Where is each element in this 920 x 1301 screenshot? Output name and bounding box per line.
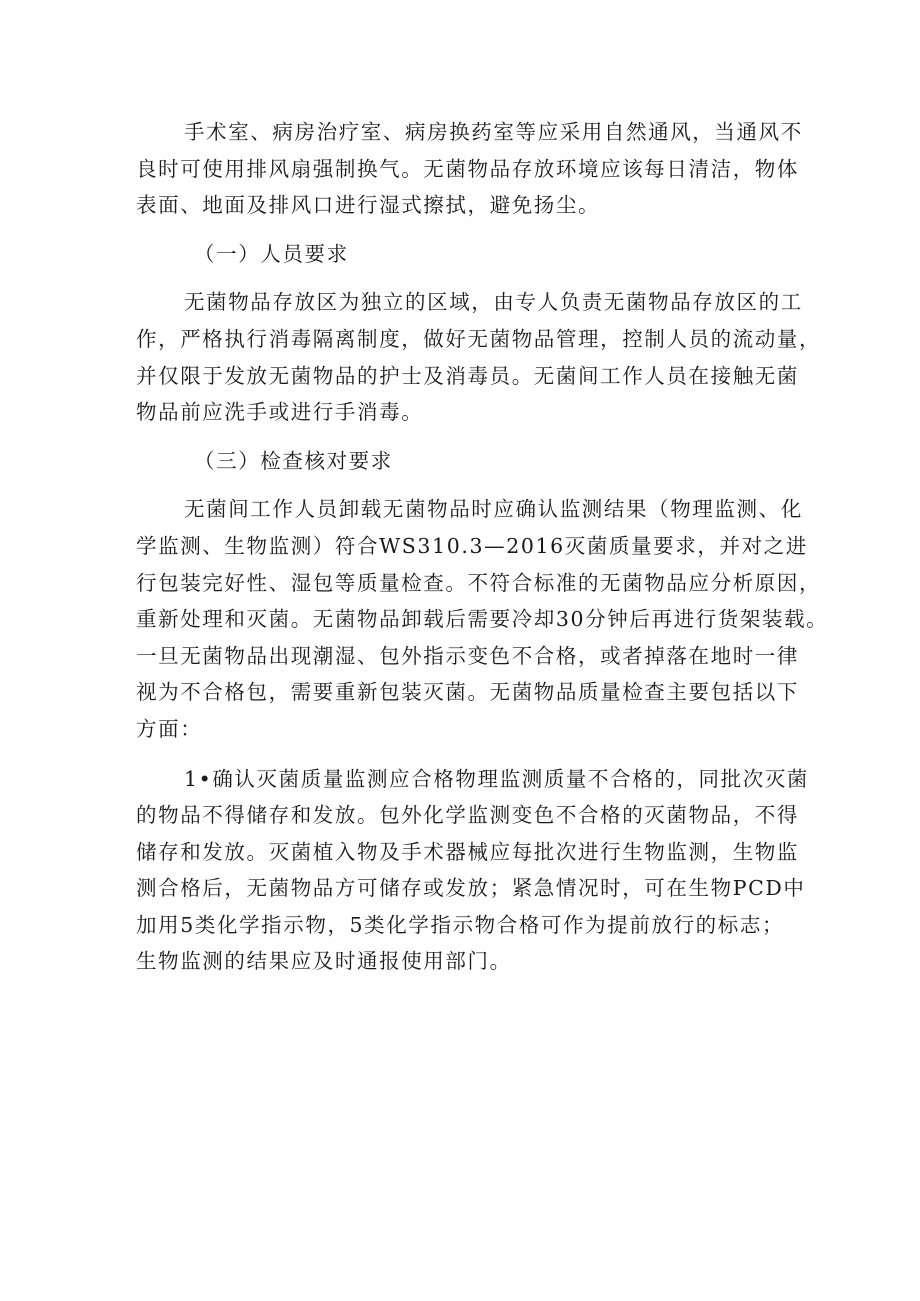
text-line: 行包装完好性、湿包等质量检查。不符合标准的无菌物品应分析原因， (136, 570, 822, 595)
text-line: 视为不合格包，需要重新包装灭菌。无菌物品质量检查主要包括以下 (136, 680, 799, 705)
text-line: 无菌间工作人员卸载无菌物品时应确认监测结果（物理监测、化 (184, 497, 803, 522)
text-line: 的物品不得储存和发放。包外化学监测变色不合格的灭菌物品，不得 (136, 803, 799, 828)
text-line: 作，严格执行消毒隔离制度，做好无菌物品管理，控制人员的流动量， (136, 326, 822, 351)
text-line: 方面： (136, 716, 203, 741)
text-line: 生物监测的结果应及时通报使用部门。 (136, 949, 512, 974)
section-heading-inspection: （三）检查核对要求 (194, 448, 393, 473)
text-line: 重新处理和灭菌。无菌物品卸载后需要冷却30分钟后再进行货架装载。 (136, 607, 829, 632)
paragraph-inspection (136, 491, 829, 747)
text-line: 手术室、病房治疗室、病房换药室等应采用自然通风，当通风不 (184, 120, 803, 144)
text-line: 物品前应洗手或进行手消毒。 (136, 400, 424, 425)
text-line: 并仅限于发放无菌物品的护士及消毒员。无菌间工作人员在接触无菌 (136, 363, 799, 388)
section-heading-personnel: （一）人员要求 (194, 241, 349, 266)
paragraph-personnel (136, 284, 822, 430)
text-line: 一旦无菌物品出现潮湿、包外指示变色不合格，或者掉落在地时一律 (136, 643, 799, 668)
text-line: 加用5类化学指示物，5类化学指示物合格可作为提前放行的标志； (136, 912, 785, 937)
text-line: 无菌物品存放区为独立的区域，由专人负责无菌物品存放区的工 (184, 290, 803, 315)
text-line: 测合格后，无菌物品方可储存或发放；紧急情况时，可在生物PCD中 (136, 876, 806, 901)
text-line: 储存和发放。灭菌植入物及手术器械应每批次进行生物监测，生物监 (136, 839, 799, 864)
text-line: 1•确认灭菌质量监测应合格物理监测质量不合格的，同批次灭菌 (184, 766, 810, 791)
text-line: 良时可使用排风扇强制换气。无菌物品存放环境应该每日清洁，物体 (136, 156, 799, 181)
document-page (136, 114, 829, 980)
paragraph-ventilation (136, 114, 803, 224)
text-line: 学监测、生物监测）符合WS310.3—2016灭菌质量要求，并对之进 (136, 533, 808, 558)
paragraph-sterilization-check (136, 761, 810, 981)
text-line: 表面、地面及排风口进行湿式擦拭，避免扬尘。 (136, 193, 601, 218)
